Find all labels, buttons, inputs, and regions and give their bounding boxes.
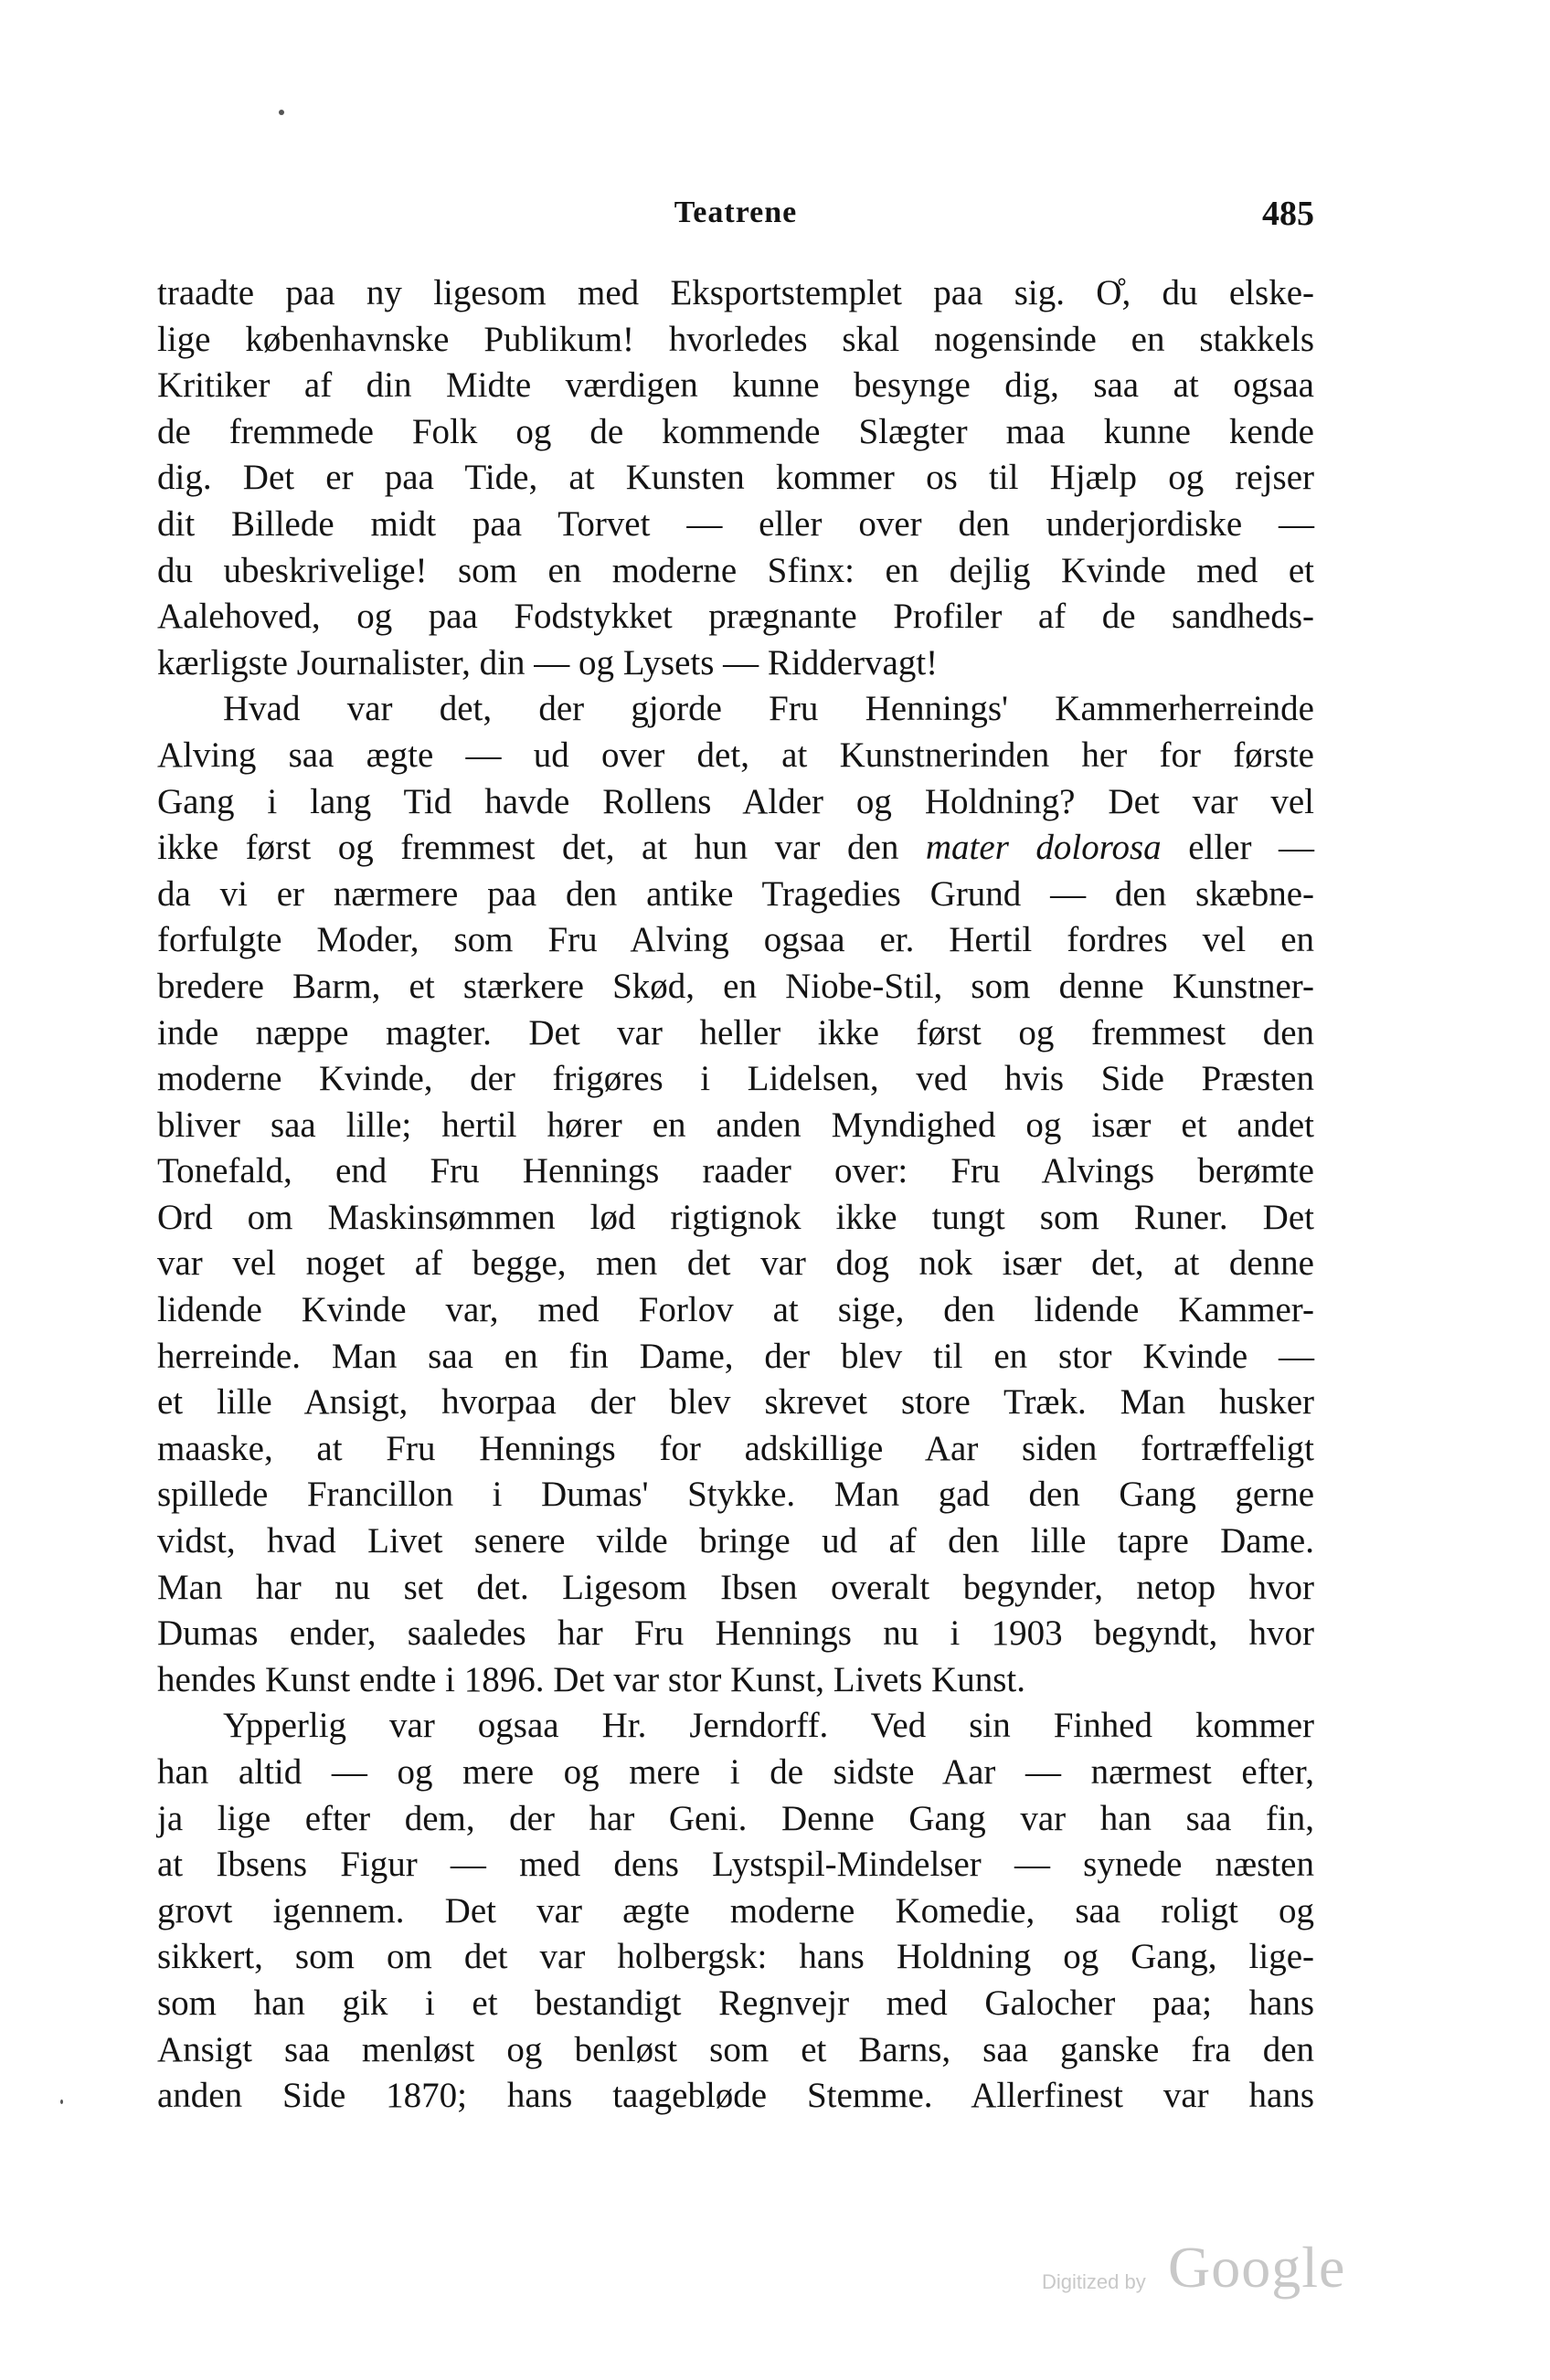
print-speck [279,110,284,115]
text-line: var vel noget af begge, men det var dog nok især det, at denne [157,1243,1314,1284]
watermark-prefix: Digitized by [1042,2270,1146,2293]
italic-phrase: mater dolorosa [925,828,1162,868]
text-line: hendes Kunst endte i 1896. Det var stor Kunst, Livets Kunst. [157,1659,1025,1699]
text-line: inde næppe magter. Det var heller ikke først og fremmest den [157,1012,1314,1052]
text-line: kærligste Journalister, din — og Lysets — Riddervagt! [157,642,939,682]
text-line: forfulgte Moder, som Fru Alving ogsaa er. Hertil fordres vel en [157,920,1314,960]
text-line: lige københavnske Publikum! hvorledes skal nogensinde en stakkels [157,319,1314,359]
text-line: spillede Francillon i Dumas' Stykke. Man gad den Gang gerne [157,1475,1314,1515]
text-line: dig. Det er paa Tide, at Kunsten kommer os til Hjælp og rejser [157,458,1314,498]
text-line: et lille Ansigt, hvorpaa der blev skrevet store Træk. Man husker [157,1382,1314,1423]
text-segment: eller — [1188,828,1315,868]
text-line-italic-phrase [157,825,1314,872]
digitized-by-google-watermark [1042,2234,1380,2307]
text-line: Alving saa ægte — ud over det, at Kunstnerinden her for første [157,735,1314,775]
text-line: Kritiker af din Midte værdigen kunne besynge dig, saa at ogsaa [157,365,1314,406]
body-text [157,270,1314,2120]
text-line: han altid — og mere og mere i de sidste Aar — nærmest efter, [157,1752,1314,1792]
text-line: Ypperlig var ogsaa Hr. Jerndorff. Ved sin Finhed kommer [223,1706,1314,1746]
text-line: Dumas ender, saaledes har Fru Hennings nu i 1903 begyndt, hvor [157,1613,1314,1654]
print-speck [60,2100,63,2104]
page-number: 485 [1262,195,1314,233]
text-line: Gang i lang Tid havde Rollens Alder og Holdning? Det var vel [157,781,1314,821]
text-line: Ord om Maskinsømmen lød rigtignok ikke tungt som Runer. Det [157,1197,1314,1237]
text-line: bliver saa lille; hertil hører en anden Myndighed og især et andet [157,1105,1314,1145]
text-line: Man har nu set det. Ligesom Ibsen overalt begynder, netop hvor [157,1567,1314,1607]
text-line: Ansigt saa menløst og benløst som et Barns, saa ganske fra den [157,2029,1314,2069]
text-line: bredere Barm, et stærkere Skød, en Niobe-Stil, som denne Kunstner- [157,966,1314,1006]
text-line: grovt igennem. Det var ægte moderne Komedie, saa roligt og [157,1890,1314,1930]
text-line: Hvad var det, der gjorde Fru Hennings' Kammerherreinde [223,689,1314,729]
text-line: at Ibsens Figur — med dens Lystspil-Mindelser — synede næsten [157,1845,1314,1885]
google-logo: Google [1168,2235,1346,2300]
text-line: Tonefald, end Fru Hennings raader over: Fru Alvings berømte [157,1151,1314,1191]
text-line: anden Side 1870; hans taagebløde Stemme. Allerfinest var hans [157,2076,1314,2116]
text-line: da vi er nærmere paa den antike Tragedies Grund — den skæbne- [157,873,1314,914]
text-line: dit Billede midt paa Torvet — eller over den underjordiske — [157,503,1314,544]
text-line: som han gik i et bestandigt Regnvejr med Galocher paa; hans [157,1983,1314,2023]
running-head [157,192,1314,238]
text-line: sikkert, som om det var holbergsk: hans Holdning og Gang, lige- [157,1937,1314,1977]
text-line: du ubeskrivelige! som en moderne Sfinx: en dejlig Kvinde med et [157,550,1314,590]
text-line: moderne Kvinde, der frigøres i Lidelsen, ved hvis Side Præsten [157,1059,1314,1099]
text-line: maaske, at Fru Hennings for adskillige Aar siden fortræffeligt [157,1428,1314,1468]
text-line: Aalehoved, og paa Fodstykket prægnante Profiler af de sandheds- [157,597,1314,637]
text-line: traadte paa ny ligesom med Eksportstemplet paa sig. O̊, du elske- [157,273,1314,312]
text-line: vidst, hvad Livet senere vilde bringe ud af den lille tapre Dame. [157,1521,1314,1561]
running-title: Teatrene [674,196,798,229]
text-line: herreinde. Man saa en fin Dame, der blev til en stor Kvinde — [157,1336,1314,1376]
text-line: ja lige efter dem, der har Geni. Denne Gang var han saa fin, [157,1798,1314,1838]
text-line: lidende Kvinde var, med Forlov at sige, den lidende Kammer- [157,1290,1314,1330]
text-line: de fremmede Folk og de kommende Slægter maa kunne kende [157,411,1314,451]
text-segment: ikke først og fremmest det, at hun var den [157,828,899,868]
